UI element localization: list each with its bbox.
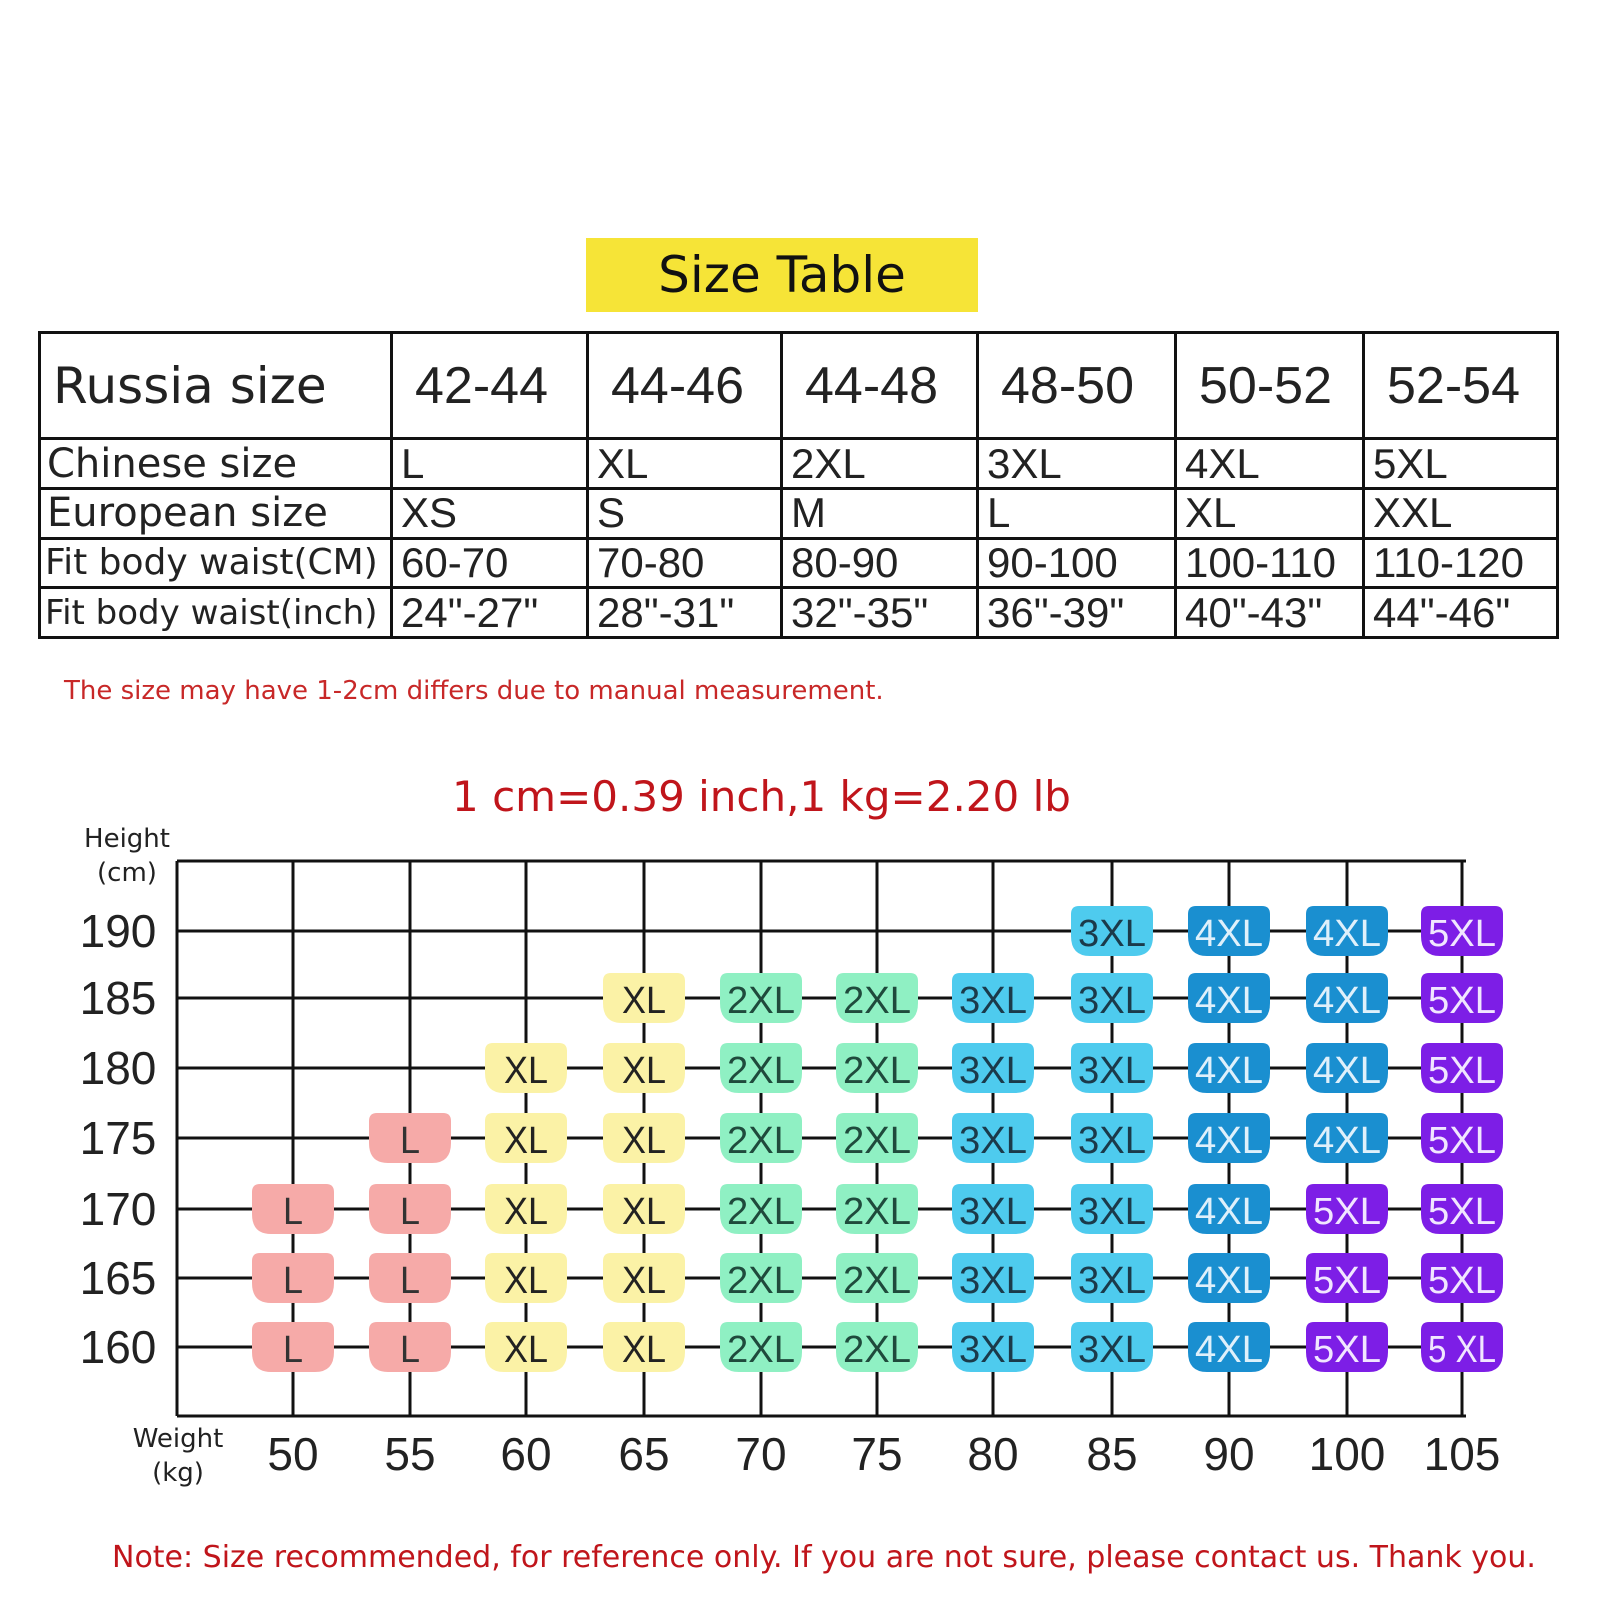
size-badge-label: XL (504, 1050, 548, 1092)
table-cell: 2XL (782, 439, 978, 489)
table-cell: 28"-31" (588, 588, 782, 638)
table-cell: 44-48 (782, 333, 978, 439)
size-badge-label: 5XL (1428, 913, 1496, 955)
table-cell: 42-44 (392, 333, 588, 439)
size-badge-label: 4XL (1195, 1260, 1263, 1302)
y-axis-title-line: Height (84, 824, 170, 854)
size-badge-label: 2XL (843, 1260, 911, 1302)
size-badge-label: L (283, 1329, 303, 1371)
size-badge-label: 5XL (1428, 1260, 1496, 1302)
size-badge-label: XL (622, 1050, 666, 1092)
table-cell: 3XL (978, 439, 1176, 489)
size-badge-label: 3XL (959, 1329, 1027, 1371)
size-badge-label: XL (504, 1191, 548, 1233)
height-tick-label: 190 (79, 905, 157, 957)
size-badge-label: 3XL (1078, 1191, 1146, 1233)
size-badge-label: 4XL (1313, 1120, 1381, 1162)
title-text: Size Table (658, 246, 906, 304)
table-cell: 4XL (1176, 439, 1364, 489)
size-badge-label: 4XL (1313, 1050, 1381, 1092)
table-cell: 48-50 (978, 333, 1176, 439)
size-badge-label: 3XL (1078, 980, 1146, 1022)
table-cell: XL (1176, 489, 1364, 539)
weight-tick-label: 50 (267, 1428, 319, 1480)
table-cell: 36"-39" (978, 588, 1176, 638)
table-cell: 50-52 (1176, 333, 1364, 439)
size-badge-label: 4XL (1195, 1120, 1263, 1162)
row-label: Chinese size (40, 439, 392, 489)
height-tick-label: 165 (79, 1252, 157, 1304)
table-cell: 52-54 (1364, 333, 1558, 439)
size-badge-label: XL (504, 1120, 548, 1162)
weight-tick-label: 55 (384, 1428, 436, 1480)
size-badge-label: 2XL (843, 980, 911, 1022)
size-badge-label: XL (622, 1120, 666, 1162)
size-badge-label: 2XL (727, 980, 795, 1022)
size-badge-label: L (400, 1260, 420, 1302)
table-cell: XS (392, 489, 588, 539)
row-label: Fit body waist(inch) (40, 588, 392, 638)
weight-tick-label: 105 (1423, 1428, 1501, 1480)
size-badge-label: 4XL (1195, 1050, 1263, 1092)
height-tick-label: 160 (79, 1321, 157, 1373)
size-badge-label: 5XL (1428, 980, 1496, 1022)
size-badge-label: XL (622, 1260, 666, 1302)
unit-conversion: 1 cm=0.39 inch,1 kg=2.20 lb (452, 772, 1071, 821)
row-label: Fit body waist(CM) (40, 538, 392, 588)
size-badge-label: XL (622, 1191, 666, 1233)
weight-tick-label: 80 (967, 1428, 1019, 1480)
row-label: European size (40, 489, 392, 539)
table-cell: 44"-46" (1364, 588, 1558, 638)
size-badge-label: 2XL (727, 1120, 795, 1162)
table-cell: 24"-27" (392, 588, 588, 638)
x-axis-unit: (kg) (152, 1458, 204, 1488)
table-cell: M (782, 489, 978, 539)
size-badge-label: 2XL (843, 1050, 911, 1092)
size-badge-label: XL (622, 980, 666, 1022)
size-badge-label: 3XL (959, 1191, 1027, 1233)
table-cell: XL (588, 439, 782, 489)
table-cell: 60-70 (392, 538, 588, 588)
size-badge-label: 3XL (1078, 1050, 1146, 1092)
size-badge-label: 4XL (1195, 1191, 1263, 1233)
size-badge-label: 3XL (1078, 1260, 1146, 1302)
size-badge-label: 3XL (1078, 1329, 1146, 1371)
size-badge-label: XL (504, 1329, 548, 1371)
size-badge-label: 3XL (959, 1120, 1027, 1162)
size-badge-label: 4XL (1195, 913, 1263, 955)
size-badge-label: 2XL (727, 1329, 795, 1371)
weight-tick-label: 65 (618, 1428, 670, 1480)
table-cell: 44-46 (588, 333, 782, 439)
size-badge-label: 5XL (1313, 1191, 1381, 1233)
size-badge-label: 3XL (959, 1050, 1027, 1092)
table-cell: 80-90 (782, 538, 978, 588)
table-cell: 70-80 (588, 538, 782, 588)
size-badge-label: XL (504, 1260, 548, 1302)
size-badge-label: 4XL (1313, 913, 1381, 955)
height-tick-label: 180 (79, 1042, 157, 1094)
table-cell: 5XL (1364, 439, 1558, 489)
size-badge-label: L (400, 1329, 420, 1371)
height-tick-label: 170 (79, 1183, 157, 1235)
size-badge-label: 4XL (1313, 980, 1381, 1022)
size-badge-label: 2XL (843, 1191, 911, 1233)
footer-note: Note: Size recommended, for reference only. If you are not sure, please contact us. Thank you. (112, 1540, 1536, 1575)
y-axis-unit: (cm) (97, 858, 157, 888)
row-label: Russia size (40, 333, 392, 439)
size-badge-label: 5XL (1428, 1050, 1496, 1092)
size-badge-label: L (283, 1191, 303, 1233)
size-badge-label: 2XL (843, 1329, 911, 1371)
size-badge-label: 2XL (843, 1120, 911, 1162)
size-badge-label: 5XL (1428, 1120, 1496, 1162)
size-badge-label: 2XL (727, 1050, 795, 1092)
table-cell: 90-100 (978, 538, 1176, 588)
height-tick-label: 175 (79, 1112, 157, 1164)
size-badge-label: 4XL (1195, 1329, 1263, 1371)
size-badge-label: L (400, 1120, 420, 1162)
table-cell: XXL (1364, 489, 1558, 539)
size-badge-label: 2XL (727, 1191, 795, 1233)
table-cell: L (978, 489, 1176, 539)
table-cell: 110-120 (1364, 538, 1558, 588)
weight-tick-label: 60 (500, 1428, 552, 1480)
height-tick-label: 185 (79, 972, 157, 1024)
size-badge-label: XL (622, 1329, 666, 1371)
size-badge-label: 2XL (727, 1260, 795, 1302)
size-badge-label: L (283, 1260, 303, 1302)
table-cell: 32"-35" (782, 588, 978, 638)
size-badge-label: L (400, 1191, 420, 1233)
size-badge-label: 4XL (1195, 980, 1263, 1022)
size-badge-label: 5XL (1313, 1329, 1381, 1371)
size-badge-label: 3XL (959, 980, 1027, 1022)
weight-tick-label: 75 (851, 1428, 903, 1480)
size-badge-label: 3XL (1078, 1120, 1146, 1162)
weight-tick-label: 85 (1086, 1428, 1138, 1480)
size-badge-label: 3XL (1078, 913, 1146, 955)
weight-tick-label: 90 (1203, 1428, 1255, 1480)
measurement-note: The size may have 1-2cm differs due to manual measurement. (64, 676, 884, 706)
size-badge-label: 5XL (1428, 1191, 1496, 1233)
x-axis-title-line: Weight (132, 1424, 224, 1454)
table-cell: S (588, 489, 782, 539)
weight-tick-label: 70 (735, 1428, 787, 1480)
size-badge-label: 5XL (1313, 1260, 1381, 1302)
weight-tick-label: 100 (1308, 1428, 1386, 1480)
table-cell: L (392, 439, 588, 489)
table-cell: 40"-43" (1176, 588, 1364, 638)
size-badge-label: 3XL (959, 1260, 1027, 1302)
size-badge-label: 5 XL (1428, 1329, 1496, 1371)
table-cell: 100-110 (1176, 538, 1364, 588)
